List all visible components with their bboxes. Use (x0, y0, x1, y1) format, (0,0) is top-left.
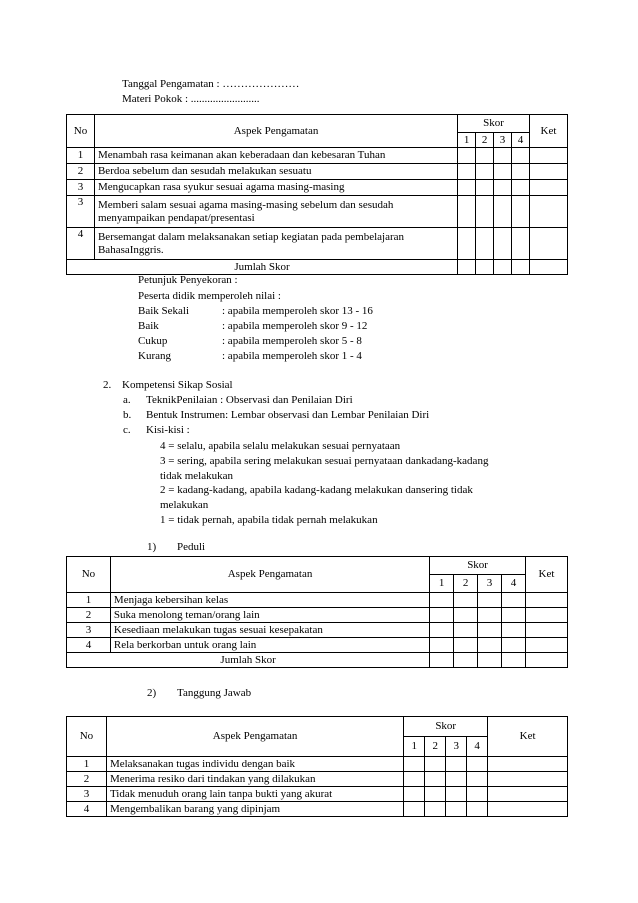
row-aspek: Mengembalikan barang yang dipinjam (106, 802, 403, 817)
kisi-line: 3 = sering, apabila sering melakukan sesuai pernyataan dankadang-kadang (160, 455, 489, 467)
row-aspek: Bersemangat dalam melaksanakan setiap kegiatan pada pembelajaran BahasaInggris. (94, 228, 457, 260)
skor-cell[interactable] (454, 623, 478, 638)
ket-cell[interactable] (488, 757, 568, 772)
skor-cell[interactable] (467, 772, 488, 787)
skor-cell[interactable] (476, 148, 494, 164)
petunjuk-label: Kurang (138, 350, 171, 362)
skor-cell[interactable] (458, 164, 476, 180)
header-aspek: Aspek Pengamatan (106, 717, 403, 757)
row-aspek: Rela berkorban untuk orang lain (110, 638, 429, 653)
skor-cell[interactable] (512, 164, 530, 180)
skor-col: 2 (476, 133, 494, 148)
header-aspek: Aspek Pengamatan (110, 557, 429, 593)
skor-col: 3 (446, 737, 467, 757)
table-row (67, 787, 568, 802)
row-no: 3 (67, 196, 95, 228)
skor-cell[interactable] (502, 623, 526, 638)
ket-cell[interactable] (488, 772, 568, 787)
row-no: 4 (67, 228, 95, 260)
skor-cell[interactable] (454, 593, 478, 608)
skor-col: 1 (430, 575, 454, 593)
header-skor: Skor (430, 557, 526, 575)
ket-cell[interactable] (529, 148, 567, 164)
skor-cell[interactable] (446, 772, 467, 787)
total-row (67, 260, 568, 275)
ket-cell[interactable] (529, 164, 567, 180)
skor-cell[interactable] (458, 148, 476, 164)
petunjuk-label: Baik Sekali (138, 305, 190, 317)
skor-cell[interactable] (512, 228, 530, 260)
skor-cell[interactable] (494, 180, 512, 196)
skor-cell[interactable] (446, 787, 467, 802)
skor-cell[interactable] (430, 623, 454, 638)
table-row (67, 623, 568, 638)
petunjuk-label: Cukup (138, 335, 168, 347)
header-ket: Ket (488, 717, 568, 757)
list-marker: a. (123, 394, 131, 406)
table-row (67, 228, 568, 260)
skor-col: 4 (512, 133, 530, 148)
petunjuk-desc: : apabila memperoleh skor 5 - 8 (222, 335, 362, 347)
list-item: TeknikPenilaian : Observasi dan Penilaian Diri (146, 394, 353, 406)
skor-cell[interactable] (494, 228, 512, 260)
skor-cell[interactable] (404, 757, 425, 772)
petunjuk-desc: : apabila memperoleh skor 13 - 16 (222, 305, 373, 317)
skor-cell[interactable] (502, 653, 526, 668)
skor-col: 4 (502, 575, 526, 593)
skor-cell[interactable] (404, 772, 425, 787)
row-no: 3 (67, 180, 95, 196)
row-no: 2 (67, 772, 107, 787)
table-aspek-spiritual (66, 114, 568, 275)
total-label: Jumlah Skor (67, 260, 458, 275)
skor-cell[interactable] (425, 802, 446, 817)
header-no: No (67, 717, 107, 757)
row-aspek: Melaksanakan tugas individu dengan baik (106, 757, 403, 772)
skor-cell[interactable] (494, 148, 512, 164)
petunjuk-desc: : apabila memperoleh skor 9 - 12 (222, 320, 368, 332)
table-row (67, 196, 568, 228)
list-marker: b. (123, 409, 132, 421)
kisi-line: tidak melakukan (160, 470, 234, 482)
kisi-line: melakukan (160, 499, 209, 511)
row-no: 4 (67, 638, 111, 653)
table-row (67, 772, 568, 787)
ket-cell[interactable] (525, 623, 567, 638)
skor-cell[interactable] (430, 593, 454, 608)
table-row (67, 164, 568, 180)
skor-cell[interactable] (446, 802, 467, 817)
row-aspek: Mengucapkan rasa syukur sesuai agama masing-masing (94, 180, 457, 196)
skor-col: 3 (478, 575, 502, 593)
skor-cell[interactable] (478, 593, 502, 608)
skor-cell[interactable] (512, 180, 530, 196)
skor-cell[interactable] (478, 653, 502, 668)
subsection-number: 2) (147, 687, 157, 699)
ket-cell[interactable] (488, 802, 568, 817)
row-aspek: Berdoa sebelum dan sesudah melakukan sesuatu (94, 164, 457, 180)
skor-col: 2 (454, 575, 478, 593)
skor-cell[interactable] (476, 180, 494, 196)
skor-cell[interactable] (430, 653, 454, 668)
table-row (67, 148, 568, 164)
row-no: 4 (67, 802, 107, 817)
skor-col: 1 (458, 133, 476, 148)
skor-col: 3 (494, 133, 512, 148)
skor-cell[interactable] (478, 608, 502, 623)
skor-col: 4 (467, 737, 488, 757)
skor-cell[interactable] (512, 260, 530, 275)
ket-cell[interactable] (525, 608, 567, 623)
skor-cell[interactable] (425, 757, 446, 772)
table-row (67, 608, 568, 623)
skor-cell[interactable] (502, 608, 526, 623)
skor-cell[interactable] (458, 180, 476, 196)
skor-cell[interactable] (478, 623, 502, 638)
row-no: 3 (67, 787, 107, 802)
header-no: No (67, 115, 95, 148)
skor-cell[interactable] (425, 787, 446, 802)
skor-cell[interactable] (494, 164, 512, 180)
skor-cell[interactable] (494, 260, 512, 275)
skor-cell[interactable] (476, 196, 494, 228)
skor-cell[interactable] (467, 757, 488, 772)
skor-cell[interactable] (476, 260, 494, 275)
section-number: 2. (103, 379, 112, 391)
section-title: Kompetensi Sikap Sosial (122, 379, 233, 391)
skor-cell[interactable] (512, 148, 530, 164)
table-row (67, 802, 568, 817)
row-aspek: Menerima resiko dari tindakan yang dilakukan (106, 772, 403, 787)
kisi-line: 2 = kadang-kadang, apabila kadang-kadang melakukan dansering tidak (160, 484, 473, 496)
row-aspek: Suka menolong teman/orang lain (110, 608, 429, 623)
ket-cell[interactable] (488, 787, 568, 802)
skor-cell[interactable] (454, 653, 478, 668)
header-skor: Skor (404, 717, 488, 737)
row-no: 1 (67, 148, 95, 164)
petunjuk-title: Petunjuk Penyekoran : (138, 274, 238, 286)
table-peduli (66, 556, 568, 668)
row-aspek: Memberi salam sesuai agama masing-masing sebelum dan sesudah menyampaikan pendapat/presentasi (94, 196, 457, 228)
skor-cell[interactable] (430, 608, 454, 623)
table-tanggung-jawab (66, 716, 568, 817)
header-aspek: Aspek Pengamatan (94, 115, 457, 148)
table-row (67, 638, 568, 653)
skor-cell[interactable] (512, 196, 530, 228)
skor-cell[interactable] (454, 638, 478, 653)
row-no: 2 (67, 608, 111, 623)
list-item: Bentuk Instrumen: Lembar observasi dan Lembar Penilaian Diri (146, 409, 430, 421)
subsection-title: Tanggung Jawab (177, 687, 252, 699)
skor-col: 2 (425, 737, 446, 757)
row-aspek: Kesediaan melakukan tugas sesuai kesepakatan (110, 623, 429, 638)
skor-cell[interactable] (404, 787, 425, 802)
row-aspek: Menjaga kebersihan kelas (110, 593, 429, 608)
skor-cell[interactable] (502, 638, 526, 653)
table-row (67, 180, 568, 196)
skor-col: 1 (404, 737, 425, 757)
skor-cell[interactable] (404, 802, 425, 817)
skor-cell[interactable] (430, 638, 454, 653)
skor-cell[interactable] (454, 608, 478, 623)
header-skor: Skor (458, 115, 530, 133)
ket-cell[interactable] (529, 260, 567, 275)
petunjuk-desc: : apabila memperoleh skor 1 - 4 (222, 350, 362, 362)
skor-cell[interactable] (425, 772, 446, 787)
skor-cell[interactable] (494, 196, 512, 228)
row-no: 3 (67, 623, 111, 638)
skor-cell[interactable] (476, 164, 494, 180)
table-row (67, 757, 568, 772)
skor-cell[interactable] (467, 802, 488, 817)
skor-cell[interactable] (467, 787, 488, 802)
kisi-line: 1 = tidak pernah, apabila tidak pernah melakukan (160, 514, 378, 526)
row-aspek: Tidak menuduh orang lain tanpa bukti yang akurat (106, 787, 403, 802)
petunjuk-intro: Peserta didik memperoleh nilai : (138, 290, 281, 302)
total-row (67, 653, 568, 668)
tanggal-pengamatan: Tanggal Pengamatan : ………………… (122, 78, 300, 90)
table-row (67, 593, 568, 608)
row-no: 2 (67, 164, 95, 180)
skor-cell[interactable] (458, 228, 476, 260)
row-no: 1 (67, 593, 111, 608)
header-ket: Ket (529, 115, 567, 148)
skor-cell[interactable] (476, 228, 494, 260)
ket-cell[interactable] (529, 196, 567, 228)
subsection-number: 1) (147, 541, 157, 553)
list-item: Kisi-kisi : (146, 424, 190, 436)
skor-cell[interactable] (446, 757, 467, 772)
header-no: No (67, 557, 111, 593)
subsection-title: Peduli (177, 541, 206, 553)
skor-cell[interactable] (458, 196, 476, 228)
skor-cell[interactable] (458, 260, 476, 275)
row-aspek: Menambah rasa keimanan akan keberadaan dan kebesaran Tuhan (94, 148, 457, 164)
materi-pokok: Materi Pokok : ......................... (122, 93, 260, 105)
ket-cell[interactable] (525, 653, 567, 668)
ket-cell[interactable] (529, 180, 567, 196)
ket-cell[interactable] (525, 638, 567, 653)
kisi-line: 4 = selalu, apabila selalu melakukan sesuai pernyataan (160, 440, 401, 452)
petunjuk-label: Baik (138, 320, 159, 332)
ket-cell[interactable] (525, 593, 567, 608)
skor-cell[interactable] (502, 593, 526, 608)
row-no: 1 (67, 757, 107, 772)
list-marker: c. (123, 424, 131, 436)
skor-cell[interactable] (478, 638, 502, 653)
ket-cell[interactable] (529, 228, 567, 260)
header-ket: Ket (525, 557, 567, 593)
total-label: Jumlah Skor (67, 653, 430, 668)
